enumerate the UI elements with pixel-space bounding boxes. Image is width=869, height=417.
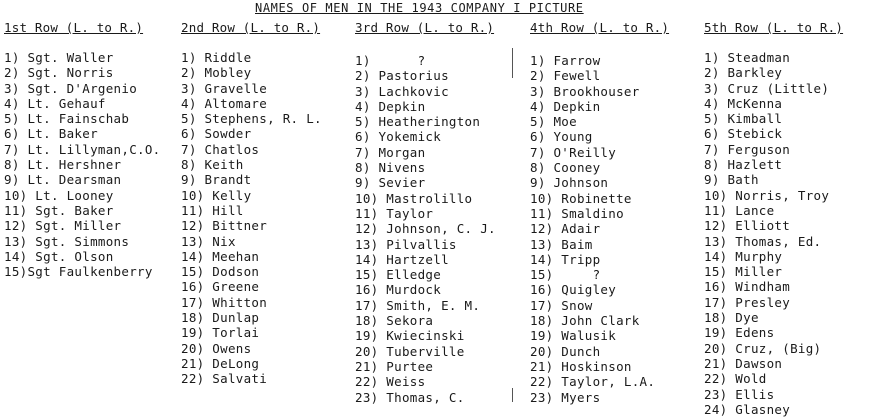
name-entry: 20) Owens — [181, 340, 252, 356]
name-entry: 13) Nix — [181, 233, 236, 249]
name-list — [4, 50, 161, 279]
name-entry: 19) Kwiecinski — [355, 328, 465, 344]
name-entry: 3) Lachkovic — [355, 83, 449, 99]
name-entry: 21) Purtee — [355, 358, 434, 374]
name-entry: 14) Sgt. Olson — [4, 248, 114, 264]
name-entry: 12) Elliott — [704, 218, 791, 234]
name-entry: 12) Bittner — [181, 218, 268, 234]
name-entry: 19) Walusik — [530, 328, 617, 344]
name-entry: 14) Meehan — [181, 248, 260, 264]
name-list — [181, 50, 322, 387]
column-header: 2nd Row (L. to R.) — [181, 20, 321, 35]
name-entry: 4) McKenna — [704, 95, 783, 111]
name-entry: 18) Dunlap — [181, 310, 260, 326]
name-entry: 9) Brandt — [181, 172, 252, 188]
name-entry: 2) Fewell — [530, 68, 601, 84]
name-entry: 15) Elledge — [355, 267, 442, 283]
name-entry: 3) Brookhouser — [530, 83, 640, 99]
name-entry: 15) Miller — [704, 264, 783, 280]
name-entry: 18) Dye — [704, 310, 759, 326]
name-entry: 10) Lt. Looney — [4, 187, 114, 203]
column-header: 1st Row (L. to R.) — [4, 20, 144, 35]
name-entry: 20) Cruz, (Big) — [704, 340, 822, 356]
name-entry: 17) Presley — [704, 294, 791, 310]
name-entry: 5) Moe — [530, 114, 577, 130]
name-entry: 15)Sgt Faulkenberry — [4, 264, 153, 280]
name-entry: 8) Cooney — [530, 160, 601, 176]
column-header: 3rd Row (L. to R.) — [355, 20, 495, 35]
name-entry: 4) Depkin — [530, 98, 601, 114]
name-entry: 9) Johnson — [530, 175, 609, 191]
row-2-column — [181, 20, 322, 387]
name-entry: 7) Morgan — [355, 144, 426, 160]
name-entry: 7) O'Reilly — [530, 144, 617, 160]
name-entry: 1) Farrow — [530, 53, 601, 68]
name-entry: 4) Depkin — [355, 98, 426, 114]
name-entry: 6) Stebick — [704, 126, 783, 142]
name-entry: 16) Murdock — [355, 282, 442, 298]
name-entry: 23) Thomas, C. — [355, 389, 465, 405]
name-entry: 21) Hoskinson — [530, 358, 632, 374]
name-entry: 8) Nivens — [355, 160, 426, 176]
name-entry: 17) Snow — [530, 297, 593, 313]
name-entry: 1) Steadman — [704, 50, 791, 65]
name-entry: 16) Quigley — [530, 282, 617, 298]
name-entry: 11) Smaldino — [530, 205, 624, 221]
name-entry: 13) Thomas, Ed. — [704, 233, 822, 249]
name-entry: 19) Torlai — [181, 325, 260, 341]
name-entry: 7) Chatlos — [181, 141, 260, 157]
name-list — [704, 50, 843, 417]
column-header: 4th Row (L. to R.) — [530, 20, 670, 35]
name-entry: 13) Pilvallis — [355, 236, 457, 252]
name-entry: 8) Keith — [181, 157, 244, 173]
name-entry: 6) Young — [530, 129, 593, 145]
name-entry: 22) Wold — [704, 371, 767, 387]
column-divider — [512, 388, 513, 402]
name-entry: 5) Stephens, R. L. — [181, 111, 322, 127]
name-entry: 2) Pastorius — [355, 68, 449, 84]
name-entry: 22) Weiss — [355, 374, 426, 390]
name-entry: 10) Norris, Troy — [704, 187, 830, 203]
name-entry: 13) Baim — [530, 236, 593, 252]
name-entry: 4) Lt. Gehauf — [4, 95, 106, 111]
name-entry: 6) Lt. Baker — [4, 126, 98, 142]
name-entry: 18) John Clark — [530, 313, 640, 329]
name-entry: 23) Myers — [530, 389, 601, 405]
name-entry: 14) Tripp — [530, 251, 601, 267]
name-entry: 7) Lt. Lillyman,C.O. — [4, 141, 161, 157]
name-list — [355, 53, 496, 405]
name-entry: 10) Mastrolillo — [355, 190, 473, 206]
name-entry: 3) Gravelle — [181, 80, 268, 96]
name-entry: 20) Dunch — [530, 343, 601, 359]
name-entry: 15) Dodson — [181, 264, 260, 280]
name-entry: 9) Sevier — [355, 175, 426, 191]
name-entry: 14) Murphy — [704, 248, 783, 264]
name-entry: 17) Whitton — [181, 294, 268, 310]
name-entry: 2) Sgt. Norris — [4, 65, 114, 81]
row-1-column — [4, 20, 161, 279]
name-entry: 2) Barkley — [704, 65, 783, 81]
name-entry: 7) Ferguson — [704, 141, 791, 157]
name-entry: 24) Glasney — [704, 401, 791, 417]
name-entry: 22) Salvati — [181, 371, 268, 387]
name-entry: 11) Lance — [704, 202, 775, 218]
name-entry: 4) Altomare — [181, 95, 268, 111]
name-entry: 1) ? — [355, 53, 426, 68]
name-entry: 16) Greene — [181, 279, 260, 295]
name-entry: 5) Lt. Fainschab — [4, 111, 130, 127]
name-entry: 16) Windham — [704, 279, 791, 295]
column-header: 5th Row (L. to R.) — [704, 20, 844, 35]
name-entry: 9) Bath — [704, 172, 759, 188]
name-entry: 11) Hill — [181, 202, 244, 218]
row-3-column — [355, 20, 496, 405]
name-entry: 12) Sgt. Miller — [4, 218, 122, 234]
column-divider — [512, 48, 513, 78]
row-5-column — [704, 20, 843, 417]
name-entry: 8) Hazlett — [704, 157, 783, 173]
name-entry: 19) Edens — [704, 325, 775, 341]
name-entry: 10) Robinette — [530, 190, 632, 206]
name-entry: 15) ? — [530, 267, 601, 283]
name-entry: 2) Mobley — [181, 65, 252, 81]
row-4-column — [530, 20, 669, 405]
name-entry: 21) Dawson — [704, 355, 783, 371]
name-entry: 22) Taylor, L.A. — [530, 374, 656, 390]
name-entry: 3) Cruz (Little) — [704, 80, 830, 96]
name-entry: 1) Sgt. Waller — [4, 50, 114, 65]
name-entry: 21) DeLong — [181, 355, 260, 371]
name-entry: 13) Sgt. Simmons — [4, 233, 130, 249]
name-entry: 11) Sgt. Baker — [4, 202, 114, 218]
name-entry: 5) Heatherington — [355, 114, 481, 130]
name-entry: 10) Kelly — [181, 187, 252, 203]
name-entry: 18) Sekora — [355, 313, 434, 329]
document-title: NAMES OF MEN IN THE 1943 COMPANY I PICTURE — [255, 1, 584, 15]
name-entry: 1) Riddle — [181, 50, 252, 65]
name-entry: 6) Yokemick — [355, 129, 442, 145]
name-entry: 23) Ellis — [704, 386, 775, 402]
name-entry: 9) Lt. Dearsman — [4, 172, 122, 188]
name-entry: 3) Sgt. D'Argenio — [4, 80, 138, 96]
name-entry: 6) Sowder — [181, 126, 252, 142]
name-entry: 20) Tuberville — [355, 343, 465, 359]
name-entry: 11) Taylor — [355, 205, 434, 221]
name-entry: 5) Kimball — [704, 111, 783, 127]
name-entry: 14) Hartzell — [355, 251, 449, 267]
name-entry: 8) Lt. Hershner — [4, 157, 122, 173]
name-entry: 12) Johnson, C. J. — [355, 221, 496, 237]
name-list — [530, 53, 669, 405]
name-entry: 12) Adair — [530, 221, 601, 237]
name-entry: 17) Smith, E. M. — [355, 297, 481, 313]
